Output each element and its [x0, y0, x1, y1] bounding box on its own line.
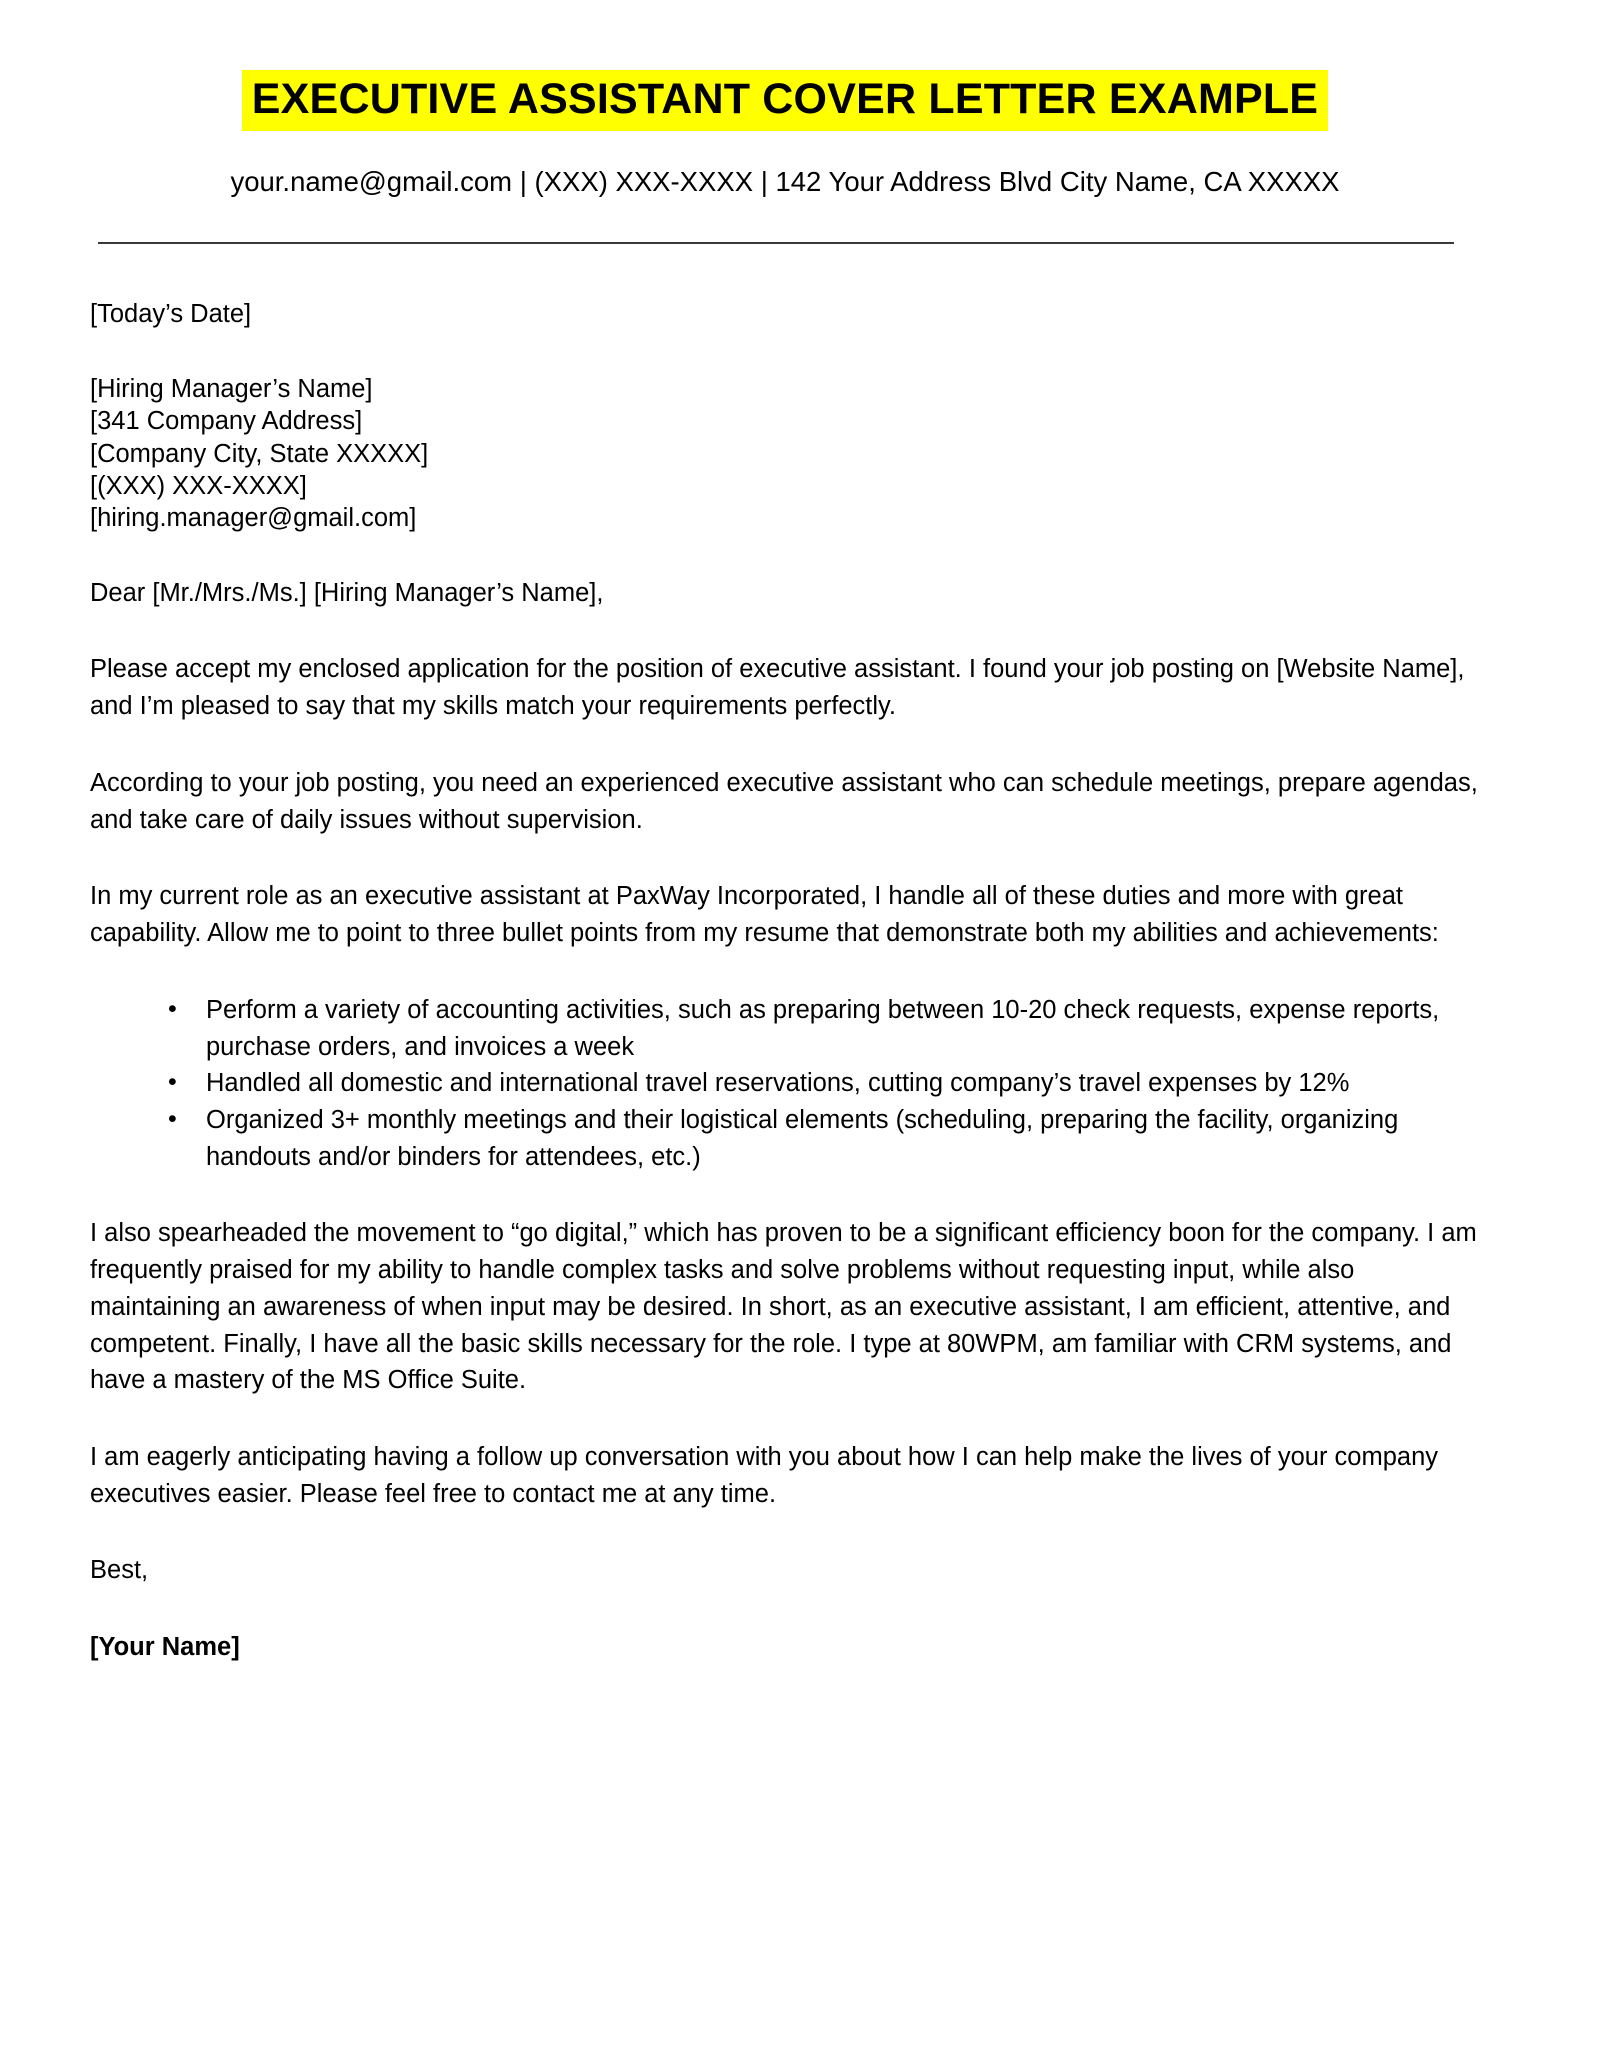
- recipient-phone: [(XXX) XXX-XXXX]: [90, 472, 307, 500]
- spacer: [90, 1399, 1480, 1439]
- recipient-city-state-zip: [Company City, State XXXXX]: [90, 439, 429, 468]
- closing-salutation: Best,: [90, 1556, 149, 1585]
- page-title: EXECUTIVE ASSISTANT COVER LETTER EXAMPLE: [242, 70, 1328, 131]
- spacer: [90, 1589, 1480, 1629]
- body-paragraph-5: I am eagerly anticipating having a follow up conversation with you about how I can help make the lives of your company executives easier. Please feel free to contact me at any time.: [90, 1442, 1439, 1508]
- recipient-name: [Hiring Manager’s Name]: [90, 374, 373, 403]
- date-placeholder: [Today’s Date]: [90, 300, 252, 329]
- body-paragraph-4: I also spearheaded the movement to “go digital,” which has proven to be a significant efficiency boon for the company. I am frequently praised for my ability to handle complex tasks and solve problems without requesting input, while also maintaining an awareness of when input may be desired. In short, as an executive assistant, I am efficient, attentive, and competent. Finally, I have all the basic skills necessary for the role. I type at 80WPM, am familiar with CRM systems, and have a mastery of the MS Office Suite.: [90, 1219, 1477, 1395]
- list-item: • Handled all domestic and international travel reservations, cutting company’s travel expenses by 12%: [168, 1065, 1480, 1102]
- applicant-contact-line: your.name@gmail.com | (XXX) XXX-XXXX | 142 Your Address Blvd City Name, CA XXXXX: [230, 166, 1340, 198]
- spacer: [90, 1512, 1480, 1552]
- body-paragraph-3: In my current role as an executive assistant at PaxWay Incorporated, I handle all of these duties and more with great capability. Allow me to point to three bullet points from my resume that demonstrate both my abilities and achievements:: [90, 882, 1439, 948]
- spacer: [90, 535, 1480, 575]
- recipient-address-block: [90, 373, 1480, 535]
- signature-name: [Your Name]: [90, 1633, 240, 1662]
- spacer: [90, 838, 1480, 878]
- recipient-street: [341 Company Address]: [90, 407, 363, 436]
- list-item: • Organized 3+ monthly meetings and their logistical elements (scheduling, preparing the facility, organizing handouts and/or binders for attendees, etc.): [168, 1102, 1480, 1175]
- spacer: [90, 611, 1480, 651]
- list-item: • Perform a variety of accounting activities, such as preparing between 10-20 check requests, expense reports, purchase orders, and invoices a week: [168, 992, 1480, 1065]
- spacer: [90, 725, 1480, 765]
- salutation: Dear [Mr./Mrs./Ms.] [Hiring Manager’s Name],: [90, 578, 604, 607]
- body-paragraph-2: According to your job posting, you need an experienced executive assistant who can schedule meetings, prepare agendas, and take care of daily issues without supervision.: [90, 768, 1478, 834]
- spacer: [90, 1175, 1480, 1215]
- letter-body: [90, 244, 1480, 1666]
- spacer: [90, 244, 1480, 296]
- spacer: [90, 952, 1480, 992]
- title-row: [90, 70, 1480, 131]
- recipient-email: [hiring.manager@gmail.com]: [90, 504, 417, 533]
- body-paragraph-1: Please accept my enclosed application for the position of executive assistant. I found your job posting on [Website Name], and I’m pleased to say that my skills match your requirements perfectly.: [90, 655, 1465, 721]
- spacer: [90, 333, 1480, 373]
- achievements-list: [90, 992, 1480, 1176]
